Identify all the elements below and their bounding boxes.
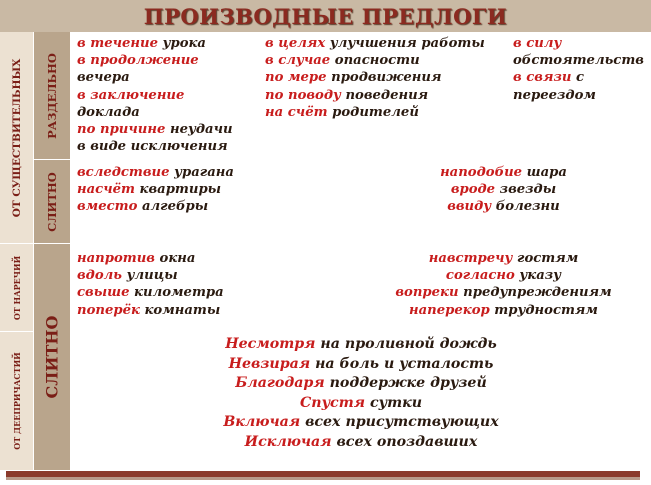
- preposition: в случае: [265, 53, 331, 69]
- preposition: вроде: [450, 182, 496, 198]
- governed-word: доклада: [77, 104, 140, 120]
- preposition: Невзирая: [228, 355, 311, 372]
- governed-word: трудностям: [489, 302, 598, 318]
- preposition: согласно: [445, 268, 515, 284]
- governed-word: поведения: [340, 87, 429, 103]
- text-line: [356, 250, 651, 267]
- preposition: в заключение: [77, 87, 185, 103]
- text-line: [71, 413, 651, 433]
- governed-word: всех присутствующих: [300, 414, 499, 430]
- text-line: [77, 164, 355, 181]
- text-line: [356, 198, 651, 215]
- gerund-block: [71, 332, 651, 470]
- governed-word: поддержке друзей: [324, 375, 487, 391]
- governed-word: опасности: [330, 53, 420, 69]
- preposition: свыше: [77, 285, 130, 301]
- text-line: [71, 394, 651, 414]
- governed-word: алгебры: [137, 199, 209, 215]
- governed-word: на боль и усталость: [310, 355, 494, 372]
- preposition: в связи: [513, 70, 572, 86]
- text-line: [77, 35, 258, 52]
- preposition: Спустя: [299, 394, 366, 411]
- governed-word: улицы: [121, 268, 178, 284]
- preposition: Исключая: [244, 433, 332, 450]
- governed-word: предупреждениям: [458, 285, 612, 301]
- text-line: [356, 164, 651, 181]
- preposition: в силу: [513, 36, 562, 51]
- text-line: [71, 433, 651, 453]
- text-line: [77, 121, 258, 138]
- text-line: [77, 104, 258, 121]
- text-line: [513, 87, 651, 104]
- text-line: [356, 284, 651, 301]
- separate-col3: [507, 32, 651, 159]
- page-title: ПРОИЗВОДНЫЕ ПРЕДЛОГИ: [0, 0, 651, 32]
- governed-word: обстоятельств: [513, 53, 644, 69]
- text-line: [77, 267, 355, 284]
- label-gerunds-cell: [0, 332, 33, 470]
- preposition: в течение: [77, 36, 159, 51]
- preposition: в целях: [265, 36, 326, 51]
- governed-word: вечера: [77, 70, 130, 86]
- preposition: Несмотря: [225, 336, 316, 352]
- text-line: [77, 250, 355, 267]
- text-line: [265, 87, 506, 104]
- label-separate: РАЗДЕЛЬНО: [45, 52, 59, 139]
- label-adverbs: ОТ НАРЕЧИЙ: [11, 255, 22, 320]
- preposition: по мере: [265, 70, 327, 86]
- governed-word: звезды: [495, 182, 557, 198]
- governed-word: урагана: [169, 165, 234, 180]
- text-line: [356, 267, 651, 284]
- text-line: [77, 138, 258, 155]
- preposition: по поводу: [265, 87, 341, 103]
- label-separate-cell: [34, 32, 70, 159]
- preposition: Благодаря: [235, 375, 325, 391]
- governed-word: шара: [522, 165, 567, 180]
- preposition: ввиду: [447, 199, 492, 215]
- governed-word: километра: [129, 285, 224, 301]
- adverb-right: [356, 244, 651, 331]
- preposition: наподобие: [440, 165, 523, 180]
- governed-word: с: [571, 70, 585, 86]
- text-line: [265, 69, 506, 86]
- governed-word: урока: [158, 36, 206, 51]
- label-adverbs-cell: [0, 244, 33, 331]
- label-merged1-cell: [34, 160, 70, 243]
- preposition: наперекор: [409, 302, 490, 318]
- text-line: [77, 69, 258, 86]
- text-line: [77, 87, 258, 104]
- text-line: [513, 35, 651, 52]
- preposition: насчёт: [77, 182, 135, 198]
- merged-right: [356, 160, 651, 243]
- label-nouns-cell: [0, 32, 33, 243]
- adverb-left: [71, 244, 355, 331]
- preposition: вдоль: [77, 268, 122, 284]
- separate-col2: [259, 32, 506, 159]
- governed-word: окна: [154, 251, 196, 266]
- preposition: на счёт: [265, 104, 328, 120]
- text-line: [71, 374, 651, 394]
- preposition: по причине: [77, 122, 166, 138]
- governed-word: продвижения: [326, 70, 442, 86]
- label-gerunds: ОТ ДЕЕПРИЧАСТИЙ: [11, 352, 22, 450]
- preposition: Включая: [223, 414, 301, 430]
- preposition: вместо: [77, 199, 138, 215]
- preposition: вследствие: [77, 165, 170, 180]
- governed-word: комнаты: [139, 302, 221, 318]
- governed-word: указу: [514, 268, 562, 284]
- text-line: [265, 35, 506, 52]
- merged-left: [71, 160, 355, 243]
- governed-word: в виде исключения: [77, 139, 228, 155]
- preposition: в продолжение: [77, 53, 199, 69]
- governed-word: улучшения работы: [325, 36, 485, 51]
- label-merged2-cell: [34, 244, 70, 470]
- preposition: напротив: [77, 251, 155, 266]
- label-nouns: ОТ СУЩЕСТВИТЕЛЬНЫХ: [10, 58, 23, 217]
- label-merged2: СЛИТНО: [42, 315, 62, 399]
- governed-word: переездом: [513, 87, 596, 103]
- text-line: [265, 104, 506, 121]
- text-line: [71, 335, 651, 355]
- bottom-bar-shadow: [6, 477, 640, 480]
- governed-word: сутки: [365, 394, 423, 411]
- text-line: [77, 302, 355, 319]
- governed-word: болезни: [491, 199, 560, 215]
- preposition: поперёк: [77, 302, 140, 318]
- text-line: [77, 198, 355, 215]
- text-line: [513, 52, 651, 69]
- preposition: навстречу: [428, 251, 513, 266]
- text-line: [77, 52, 258, 69]
- text-line: [77, 181, 355, 198]
- text-line: [77, 284, 355, 301]
- text-line: [71, 355, 651, 375]
- governed-word: неудачи: [165, 122, 233, 138]
- separate-col1: [71, 32, 258, 159]
- label-merged1: СЛИТНО: [45, 171, 59, 232]
- governed-word: гостям: [512, 251, 579, 266]
- governed-word: родителей: [327, 104, 419, 120]
- governed-word: на проливной дождь: [315, 336, 497, 352]
- governed-word: квартиры: [134, 182, 222, 198]
- text-line: [265, 52, 506, 69]
- preposition: вопреки: [395, 285, 459, 301]
- text-line: [356, 181, 651, 198]
- text-line: [513, 69, 651, 86]
- governed-word: всех опоздавших: [331, 433, 478, 450]
- text-line: [356, 302, 651, 319]
